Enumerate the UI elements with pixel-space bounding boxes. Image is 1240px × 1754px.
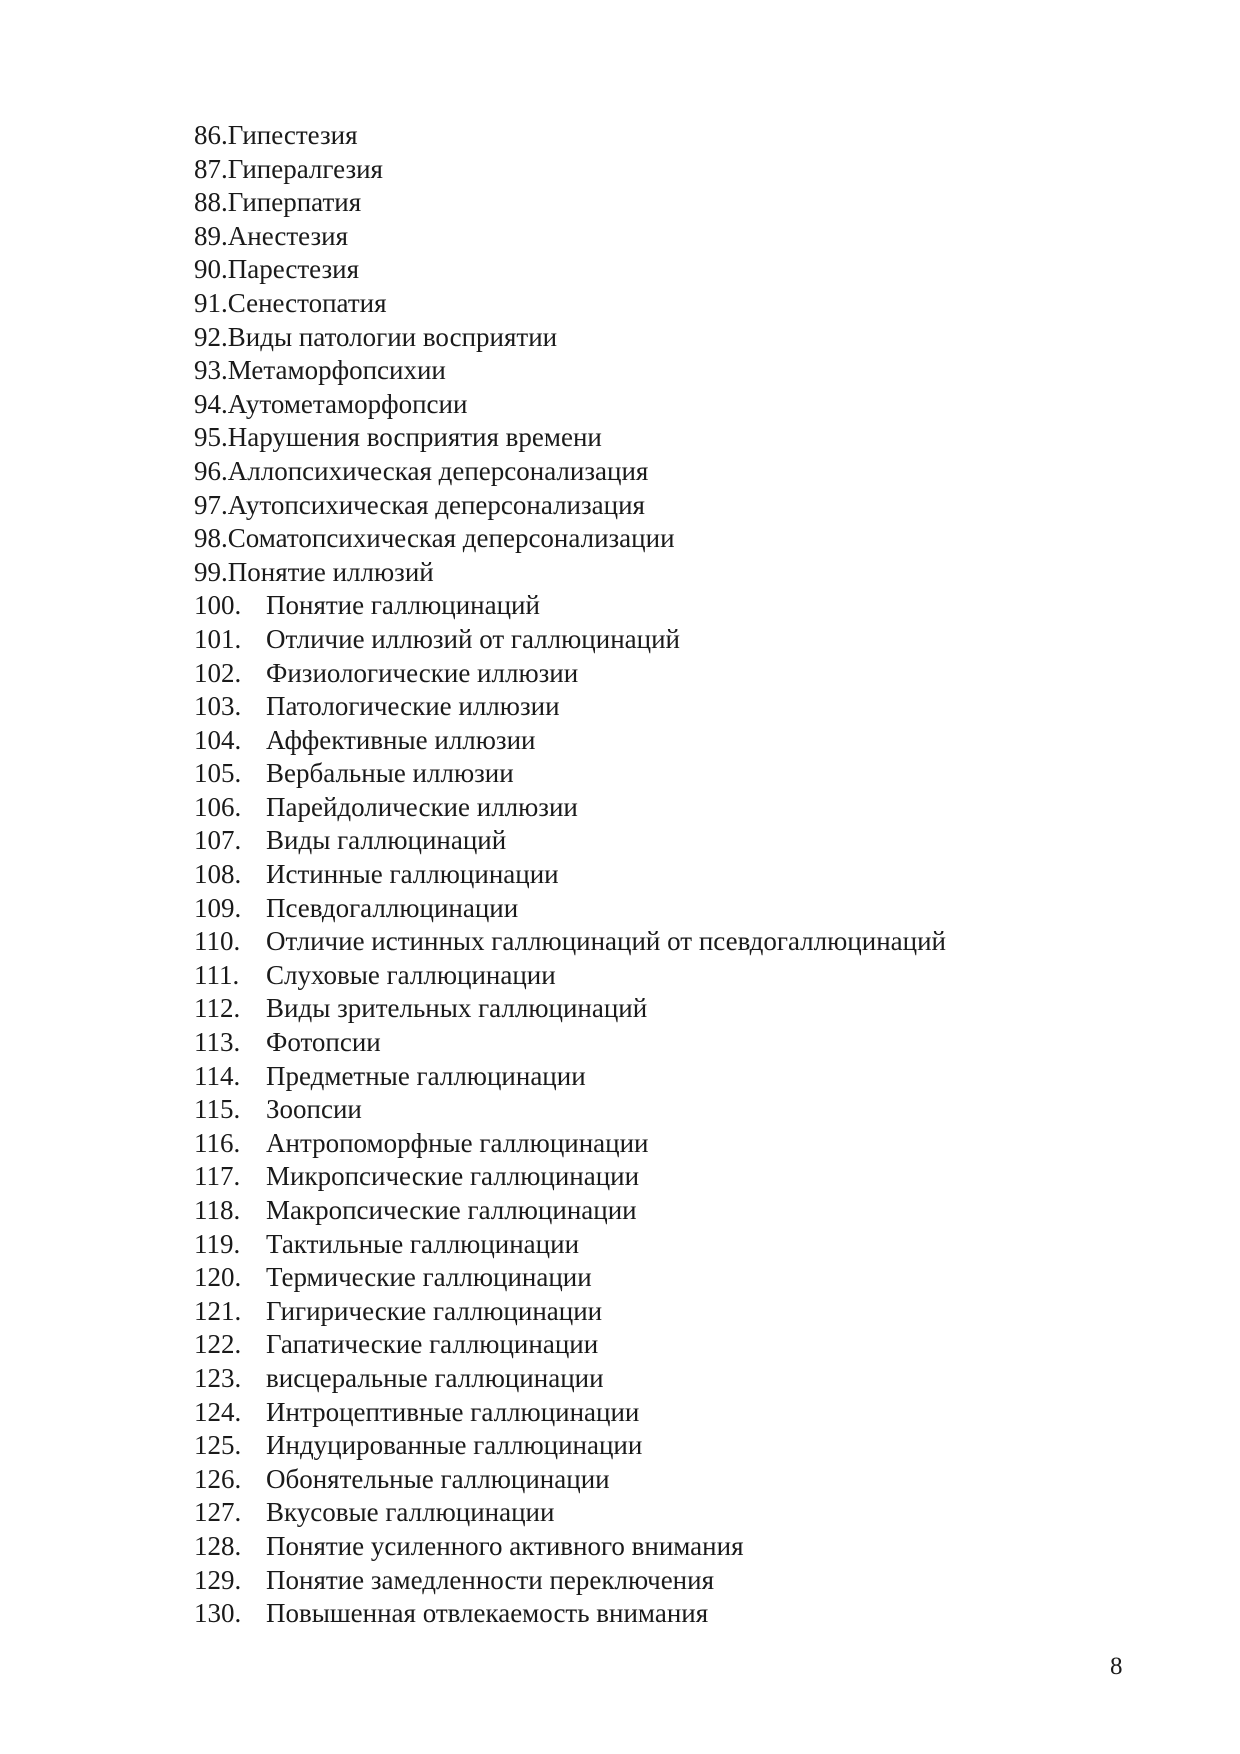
list-item	[194, 556, 946, 590]
list-item	[194, 1396, 946, 1430]
item-text: Понятие галлюцинаций	[266, 590, 540, 621]
list-item	[194, 925, 946, 959]
list-item	[194, 1194, 946, 1228]
item-text: Термические галлюцинации	[266, 1262, 592, 1293]
item-number: 128.	[194, 1530, 242, 1561]
item-text: Гапатические галлюцинации	[266, 1329, 599, 1360]
item-number: 88.	[194, 187, 228, 218]
list-item	[194, 421, 946, 455]
item-number: 116.	[194, 1127, 241, 1158]
list-item	[194, 1463, 946, 1497]
item-text: висцеральные галлюцинации	[266, 1362, 604, 1393]
item-text: Тактильные галлюцинации	[266, 1228, 580, 1259]
item-text: Обонятельные галлюцинации	[266, 1463, 610, 1494]
list-item	[194, 824, 946, 858]
item-text: Аллопсихическая деперсонализация	[227, 455, 649, 486]
item-number: 93.	[194, 355, 228, 386]
item-text: Фотопсии	[266, 1027, 381, 1058]
item-text: Аутопсихическая деперсонализация	[227, 489, 645, 520]
list-item	[194, 1295, 946, 1329]
item-text: Понятие усиленного активного внимания	[266, 1530, 744, 1561]
item-number: 130.	[194, 1598, 242, 1629]
list-item	[194, 1496, 946, 1530]
list-item	[194, 623, 946, 657]
list-item	[194, 1026, 946, 1060]
item-number: 106.	[194, 791, 242, 822]
list-item	[194, 757, 946, 791]
item-number: 89.	[194, 220, 228, 251]
item-number: 124.	[194, 1396, 242, 1427]
item-text: Виды зрительных галлюцинаций	[266, 993, 648, 1024]
list-item	[194, 992, 946, 1026]
list-item	[194, 186, 946, 220]
item-number: 103.	[194, 691, 242, 722]
item-number: 109.	[194, 892, 242, 923]
item-number: 121.	[194, 1295, 242, 1326]
list-item	[194, 455, 946, 489]
list-item	[194, 354, 946, 388]
list-item	[194, 388, 946, 422]
item-number: 125.	[194, 1430, 242, 1461]
list-item	[194, 1093, 946, 1127]
list-item	[194, 1429, 946, 1463]
item-number: 87.	[194, 153, 228, 184]
list-item	[194, 589, 946, 623]
item-number: 90.	[194, 254, 228, 285]
item-text: Отличие истинных галлюцинаций от псевдогаллюцинаций	[266, 926, 946, 957]
item-text: Нарушения восприятия времени	[227, 422, 602, 453]
item-number: 127.	[194, 1497, 242, 1528]
list-item	[194, 220, 946, 254]
item-number: 123.	[194, 1362, 242, 1393]
list-item	[194, 1160, 946, 1194]
item-number: 120.	[194, 1262, 242, 1293]
question-list	[194, 119, 946, 1631]
item-number: 95.	[194, 422, 228, 453]
list-item	[194, 1127, 946, 1161]
item-number: 101.	[194, 623, 242, 654]
item-number: 114.	[194, 1060, 241, 1091]
item-text: Понятие замедленности переключения	[266, 1564, 714, 1595]
item-text: Соматопсихическая деперсонализации	[227, 523, 675, 554]
item-text: Отличие иллюзий от галлюцинаций	[266, 623, 680, 654]
list-item	[194, 1261, 946, 1295]
item-text: Предметные галлюцинации	[266, 1060, 586, 1091]
list-item	[194, 1362, 946, 1396]
item-number: 99.	[194, 556, 228, 587]
item-number: 92.	[194, 321, 228, 352]
item-number: 107.	[194, 825, 242, 856]
list-item	[194, 690, 946, 724]
item-number: 129.	[194, 1564, 242, 1595]
list-item	[194, 791, 946, 825]
item-number: 94.	[194, 388, 228, 419]
list-item	[194, 959, 946, 993]
list-item	[194, 1060, 946, 1094]
item-number: 108.	[194, 859, 242, 890]
item-number: 102.	[194, 657, 242, 688]
item-text: Слуховые галлюцинации	[266, 959, 556, 990]
item-number: 115.	[194, 1094, 241, 1125]
item-number: 110.	[194, 926, 241, 957]
item-number: 100.	[194, 590, 242, 621]
list-item	[194, 1328, 946, 1362]
item-number: 112.	[194, 993, 241, 1024]
item-text: Истинные галлюцинации	[266, 859, 559, 890]
list-item	[194, 287, 946, 321]
item-text: Виды патологии восприятии	[227, 321, 558, 352]
item-text: Гипералгезия	[227, 153, 383, 184]
list-item	[194, 321, 946, 355]
item-number: 98.	[194, 523, 228, 554]
item-text: Макропсические галлюцинации	[266, 1195, 637, 1225]
item-text: Зоопсии	[266, 1094, 362, 1125]
item-text: Повышенная отвлекаемость внимания	[266, 1598, 709, 1629]
item-text: Вербальные иллюзии	[266, 758, 514, 789]
item-text: Анестезия	[227, 220, 348, 251]
list-item	[194, 153, 946, 187]
item-number: 117.	[194, 1161, 241, 1192]
list-item	[194, 724, 946, 758]
item-number: 97.	[194, 489, 228, 520]
list-item	[194, 489, 946, 523]
item-number: 104.	[194, 724, 242, 755]
item-number: 86.	[194, 120, 228, 150]
item-text: Метаморфопсихии	[227, 355, 446, 386]
item-text: Гиперпатия	[227, 187, 362, 218]
item-number: 119.	[194, 1228, 241, 1259]
list-item	[194, 657, 946, 691]
item-number: 113.	[194, 1027, 241, 1058]
item-text: Индуцированные галлюцинации	[266, 1430, 643, 1461]
item-number: 105.	[194, 758, 242, 789]
item-number: 126.	[194, 1463, 242, 1494]
list-item	[194, 1597, 946, 1631]
list-item	[194, 892, 946, 926]
item-text: Гипестезия	[227, 120, 358, 150]
page-number: 8	[1110, 1653, 1123, 1680]
item-text: Вкусовые галлюцинации	[266, 1497, 555, 1528]
item-text: Микропсические галлюцинации	[266, 1161, 640, 1192]
list-item	[194, 1228, 946, 1262]
item-text: Парестезия	[227, 254, 360, 285]
item-text: Виды галлюцинаций	[266, 825, 507, 856]
item-text: Физиологические иллюзии	[266, 657, 579, 688]
list-item	[194, 1564, 946, 1598]
item-text: Парейдолические иллюзии	[266, 791, 578, 822]
item-text: Понятие иллюзий	[227, 556, 434, 587]
item-number: 111.	[194, 959, 240, 990]
list-item	[194, 119, 946, 153]
item-number: 91.	[194, 287, 228, 318]
item-text: Аффективные иллюзии	[266, 724, 536, 755]
item-text: Сенестопатия	[227, 287, 387, 318]
item-number: 96.	[194, 455, 228, 486]
item-number: 118.	[194, 1195, 241, 1225]
item-text: Патологические иллюзии	[266, 691, 560, 722]
item-number: 122.	[194, 1329, 242, 1360]
list-item	[194, 858, 946, 892]
list-item	[194, 1530, 946, 1564]
item-text: Гигирические галлюцинации	[266, 1295, 603, 1326]
item-text: Псевдогаллюцинации	[266, 892, 519, 923]
item-text: Интроцептивные галлюцинации	[266, 1396, 640, 1427]
item-text: Аутометаморфопсии	[227, 388, 468, 419]
list-item	[194, 522, 946, 556]
list-item	[194, 253, 946, 287]
item-text: Антропоморфные галлюцинации	[266, 1127, 649, 1158]
